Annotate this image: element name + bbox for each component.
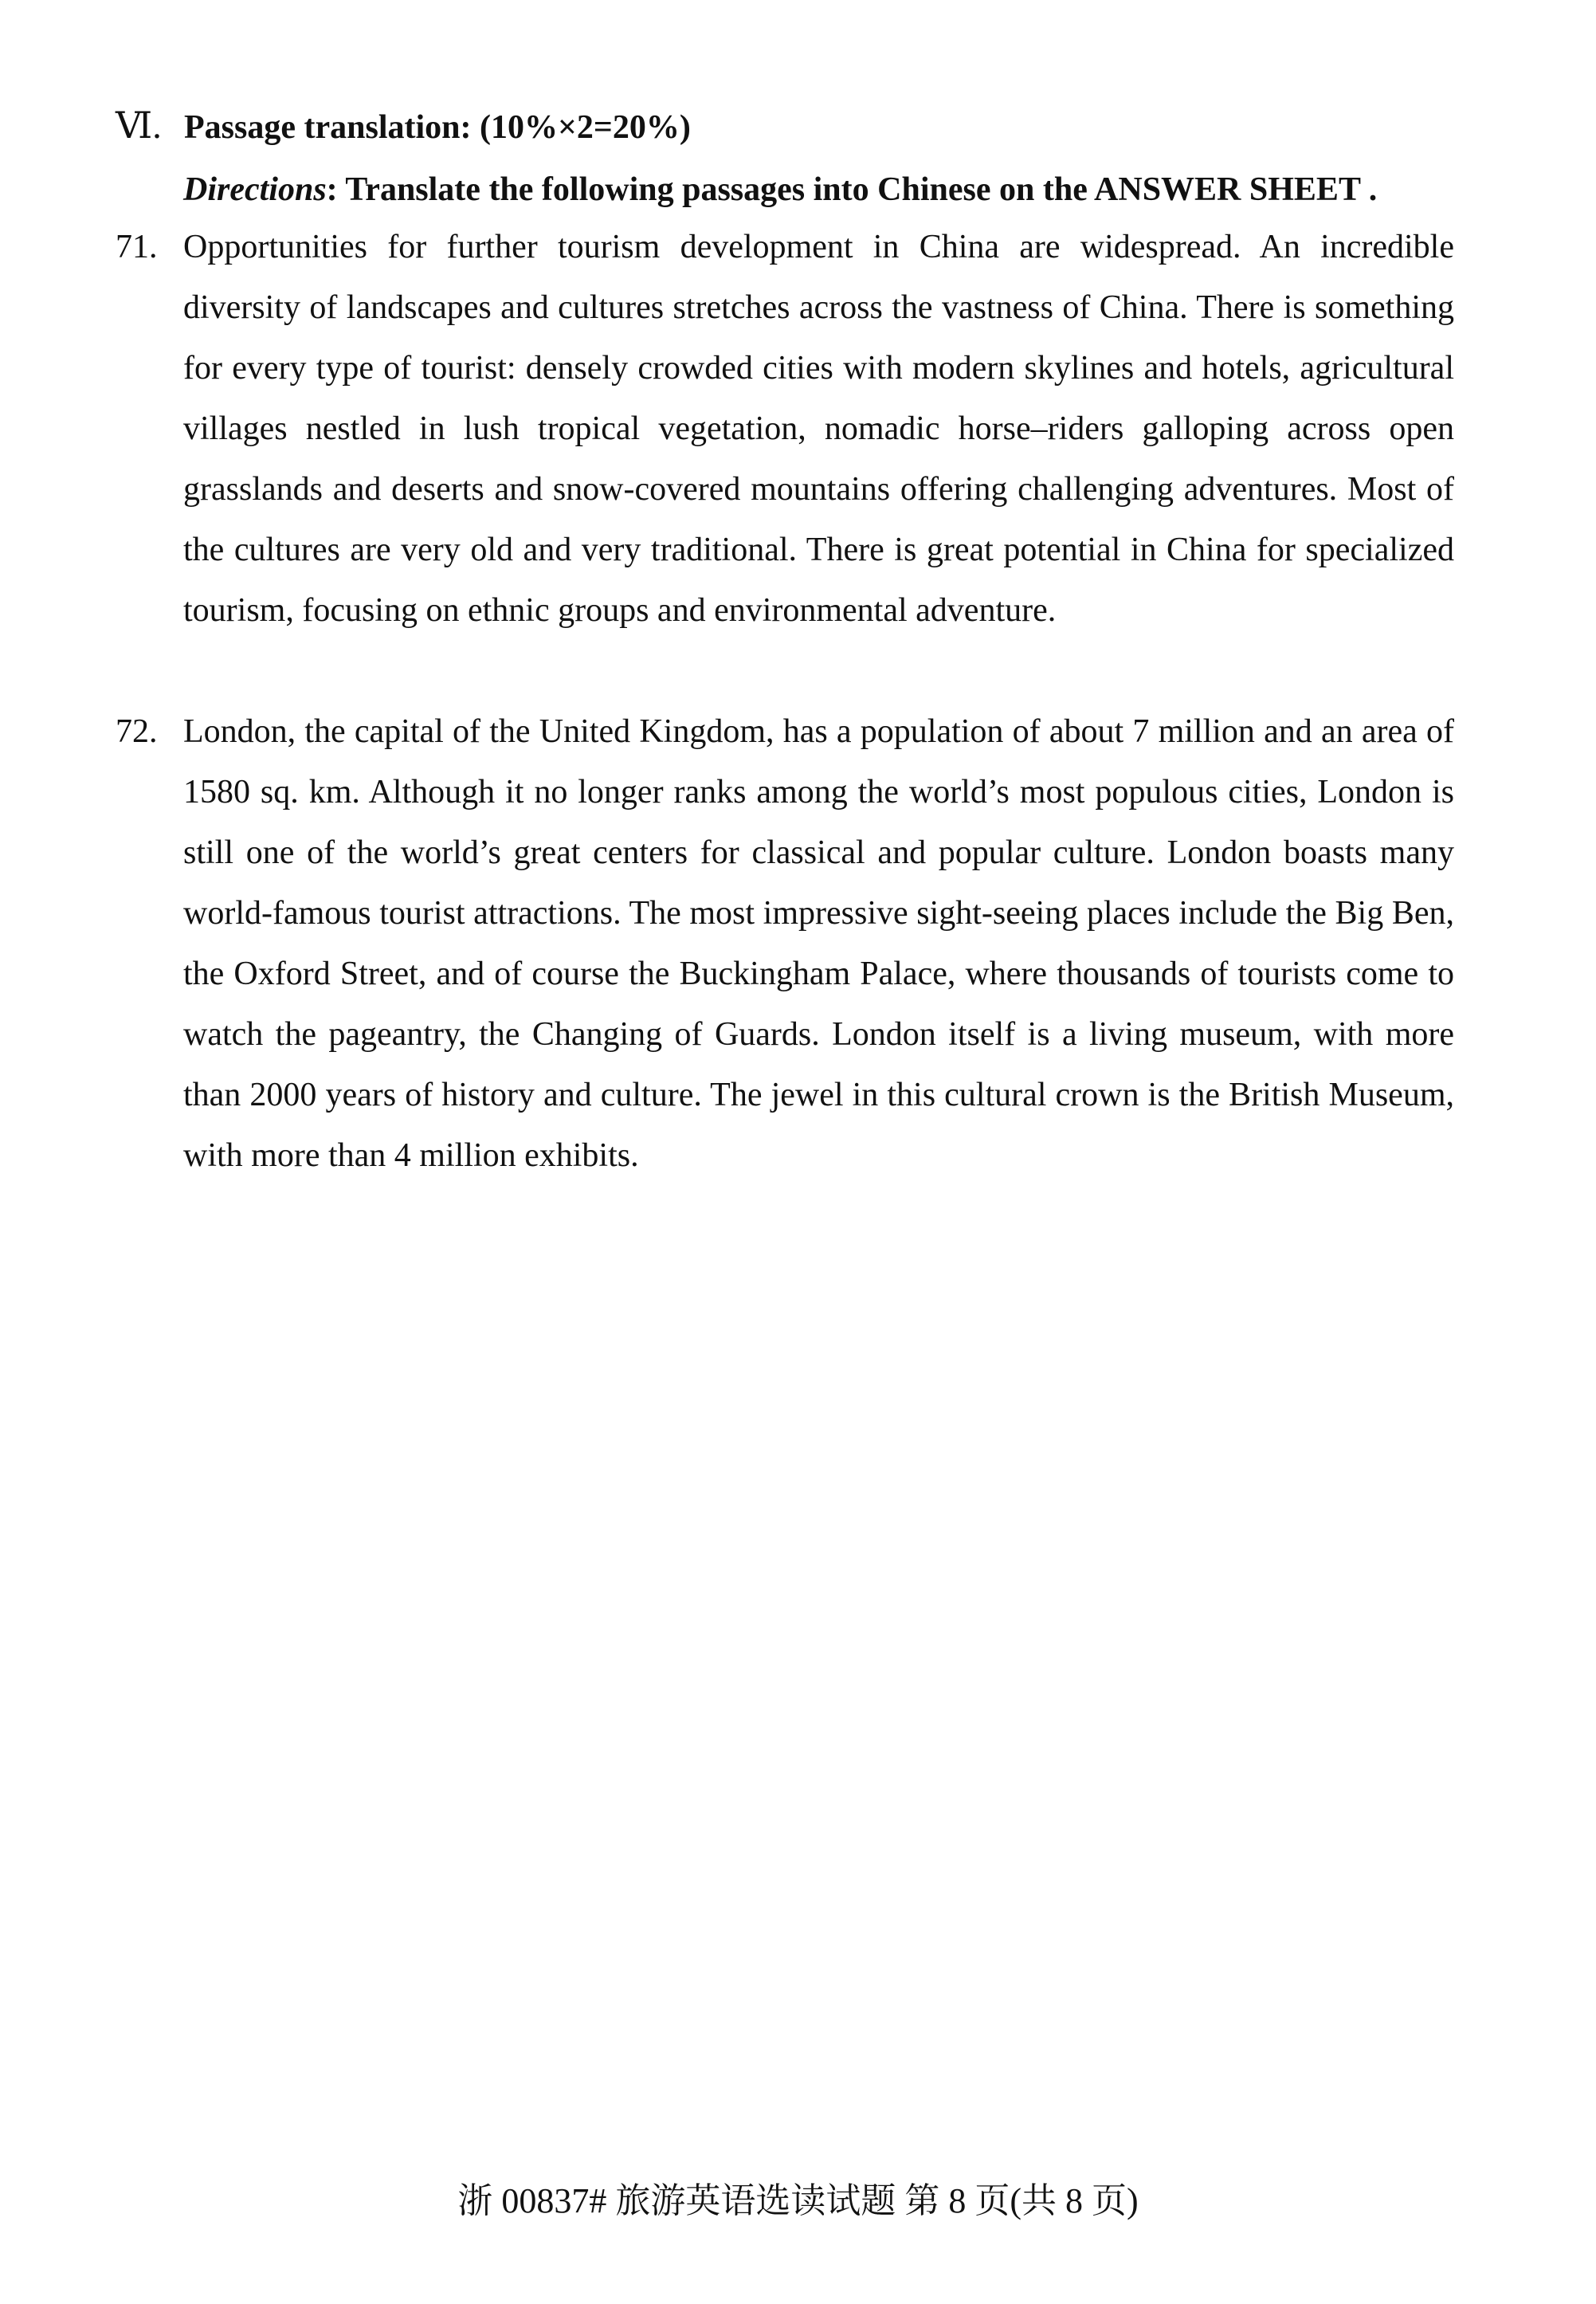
directions-text: : Translate the following passages into Chinese on the ANSWER SHEET . bbox=[326, 171, 1378, 208]
directions-label: Directions bbox=[183, 171, 327, 208]
section-number: Ⅵ. bbox=[116, 105, 162, 146]
question-number: 72. bbox=[116, 713, 158, 750]
question-number: 71. bbox=[116, 229, 158, 265]
section-heading bbox=[116, 102, 691, 151]
page-footer: 浙 00837# 旅游英语选读试题 第 8 页(共 8 页) bbox=[457, 2181, 1139, 2220]
question-item bbox=[116, 217, 1454, 641]
question-item bbox=[116, 701, 1454, 1186]
passage-text: London, the capital of the United Kingdom, has a population of about 7 million and an area of 1580 sq. km. Although it no longer ranks among the world’s most populous cities, London is still one of the world’s great centers for classical and popular culture. London boasts many world-famous tourist attractions. The most impressive sight-seeing places include the Big Ben, the Oxford Street, and of course the Buckingham Palace, where thousands of tourists come to watch the pageantry, the Changing of Guards. London itself is a living museum, with more than 2000 years of history and culture. The jewel in this cultural crown is the British Museum, with more than 4 million exhibits. bbox=[183, 713, 1454, 1174]
section-title: Passage translation: (10%×2=20%) bbox=[184, 109, 691, 146]
directions bbox=[183, 166, 1377, 214]
passage-text: Opportunities for further tourism development in China are widespread. An incredible diversity of landscapes and cultures stretches across the vastness of China. There is something for every type of tourist: densely crowded cities with modern skylines and hotels, agricultural villages nestled in lush tropical vegetation, nomadic horse–riders galloping across open grasslands and deserts and snow-covered mountains offering challenging adventures. Most of the cultures are very old and very traditional. There is great potential in China for specialized tourism, focusing on ethnic groups and environmental adventure. bbox=[183, 229, 1454, 629]
